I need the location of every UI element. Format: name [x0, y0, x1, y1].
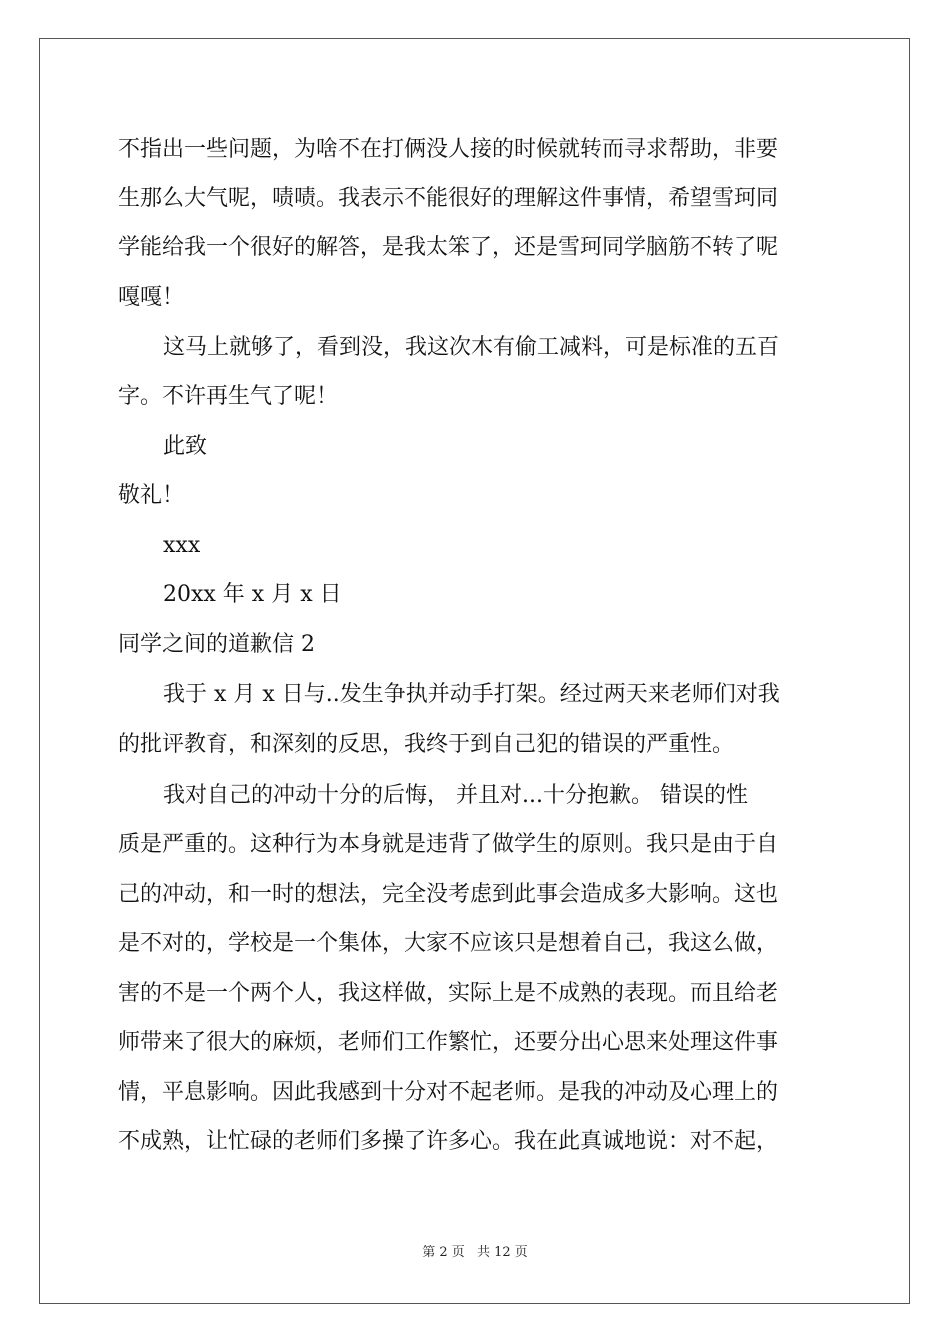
section-heading: 同学之间的道歉信 2 [118, 632, 315, 657]
salutation-line: 敬礼！ [118, 483, 185, 508]
text-line: 的批评教育，和深刻的反思，我终于到自己犯的错误的严重性。 [118, 732, 735, 757]
text-line: 不成熟，让忙碌的老师们多操了许多心。我在此真诚地说：对不起， [118, 1129, 779, 1154]
text-line: 学能给我一个很好的解答，是我太笨了，还是雪珂同学脑筋不转了呢 [118, 235, 779, 260]
text-line: 害的不是一个两个人，我这样做，实际上是不成熟的表现。而且给老 [118, 981, 779, 1006]
text-line: 己的冲动，和一时的想法，完全没考虑到此事会造成多大影响。这也 [118, 882, 779, 907]
text-line: 不指出一些问题，为啥不在打俩没人接的时候就转而寻求帮助，非要 [118, 137, 779, 162]
text-line: 字。不许再生气了呢！ [118, 384, 339, 409]
text-line: 情，平息影响。因此我感到十分对不起老师。是我的冲动及心理上的 [118, 1080, 779, 1105]
text-line: 生那么大气呢，啧啧。我表示不能很好的理解这件事情，希望雪珂同 [118, 186, 779, 211]
page-footer [0, 1241, 950, 1260]
text-line: 师带来了很大的麻烦，老师们工作繁忙，还要分出心思来处理这件事 [118, 1030, 779, 1055]
signature-name: xxx [163, 533, 201, 558]
text-line: 我于 x 月 x 日与..发生争执并动手打架。经过两天来老师们对我 [163, 682, 780, 707]
text-line: 质是严重的。这种行为本身就是违背了做学生的原则。我只是由于自 [118, 832, 779, 857]
page-border [39, 38, 910, 1304]
page-number: 第 2 页 [422, 1245, 465, 1260]
page-total: 共 12 页 [476, 1245, 528, 1260]
text-line: 是不对的，学校是一个集体，大家不应该只是想着自己，我这么做， [118, 931, 779, 956]
text-line: 嘎嘎！ [118, 285, 185, 310]
text-line: 我对自己的冲动十分的后悔， 并且对...十分抱歉。 错误的性 [163, 783, 748, 808]
text-line: 这马上就够了，看到没，我这次木有偷工减料，可是标准的五百 [163, 335, 780, 360]
signature-date: 20xx 年 x 月 x 日 [163, 582, 342, 607]
salutation-line: 此致 [163, 434, 208, 459]
